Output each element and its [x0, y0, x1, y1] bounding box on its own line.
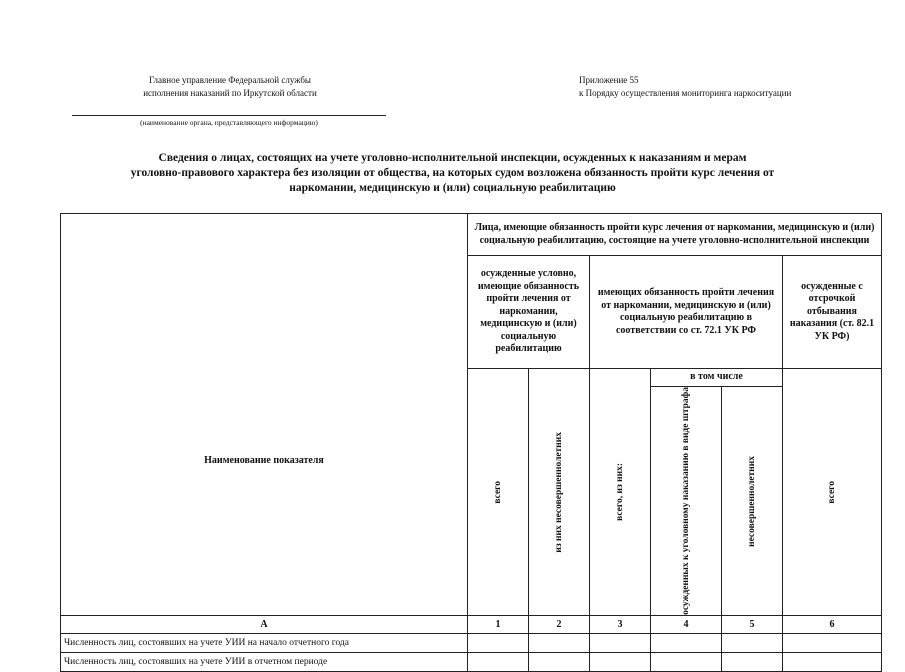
col6-header	[783, 369, 882, 616]
col3-label: всего, из них:	[614, 463, 625, 521]
col5-label: несовершеннолетних	[746, 455, 757, 547]
org-name-line2: исполнения наказаний по Иркутской области	[143, 87, 317, 98]
table-cell[interactable]	[783, 633, 882, 652]
column-number: 4	[651, 615, 722, 633]
column-number: А	[61, 615, 468, 633]
col1-label: всего	[492, 480, 503, 504]
column-number: 1	[468, 615, 529, 633]
col5-header	[722, 387, 783, 616]
column-number: 5	[722, 615, 783, 633]
table-cell[interactable]	[590, 633, 651, 652]
table-cell[interactable]	[529, 633, 590, 652]
indicator-name-header: Наименование показателя	[61, 214, 468, 616]
row-label: Численность лиц, состоявших на учете УИИ в отчетном периоде	[61, 652, 468, 671]
table-cell[interactable]	[651, 633, 722, 652]
document-title	[80, 151, 825, 196]
table-cell[interactable]	[722, 633, 783, 652]
group-conditional-header: осужденные условно, имеющие обязанность пройти лечения от наркомании, медицинскую и (или) социальную реабилитацию	[468, 256, 590, 369]
persons-obligated-header: Лица, имеющие обязанность пройти курс лечения от наркомании, медицинскую и (или) социальную реабилитацию, состоящие на учете уголовно-исполнительной инспекции	[468, 214, 882, 256]
row-label: Численность лиц, состоявших на учете УИИ на начало отчетного года	[61, 633, 468, 652]
appendix-line1: Приложение 55	[579, 75, 639, 85]
col6-label: всего	[826, 480, 837, 504]
group-art72-header: имеющих обязанность пройти лечения от наркомании, медицинскую и (или) социальную реабилитацию в соответствии со ст. 72.1 УК РФ	[590, 256, 783, 369]
including-header: в том числе	[651, 369, 783, 387]
table-cell[interactable]	[468, 652, 529, 671]
table-cell[interactable]	[651, 652, 722, 671]
title-line1: Сведения о лицах, состоящих на учете уголовно-исполнительной инспекции, осужденных к наказаниям и мерам	[158, 152, 747, 164]
table-cell[interactable]	[468, 633, 529, 652]
group-art82-header: осужденные с отсрочкой отбывания наказания (ст. 82.1 УК РФ)	[783, 256, 882, 369]
col1-header	[468, 369, 529, 616]
title-line2: уголовно-правового характера без изоляции от общества, на которых судом возложена обязанность пройти курс лечения от	[130, 167, 775, 179]
col4-header	[651, 387, 722, 616]
column-number: 3	[590, 615, 651, 633]
appendix-line2: к Порядку осуществления мониторинга наркоситуации	[579, 87, 792, 98]
col4-label: осужденных к уголовному наказанию в виде штрафа	[680, 387, 691, 615]
column-number: 2	[529, 615, 590, 633]
table-cell[interactable]	[783, 652, 882, 671]
organization-signature-line	[72, 115, 386, 116]
table-cell[interactable]	[722, 652, 783, 671]
report-table	[60, 213, 882, 672]
org-name-line1: Главное управление Федеральной службы	[149, 75, 311, 85]
col2-label: из них несовершеннолетних	[553, 431, 564, 553]
organization-caption: (наименование органа, представляющего информацию)	[140, 118, 318, 127]
appendix-block	[579, 74, 879, 99]
report-table-wrapper	[60, 213, 882, 672]
organization-block	[90, 74, 370, 99]
table-cell[interactable]	[529, 652, 590, 671]
table-row	[61, 652, 882, 671]
table-row	[61, 633, 882, 652]
title-line3: наркомании, медицинскую и (или) социальную реабилитацию	[289, 182, 616, 194]
col2-header	[529, 369, 590, 616]
column-numbers-row	[61, 615, 882, 633]
col3-header	[590, 369, 651, 616]
table-cell[interactable]	[590, 652, 651, 671]
column-number: 6	[783, 615, 882, 633]
